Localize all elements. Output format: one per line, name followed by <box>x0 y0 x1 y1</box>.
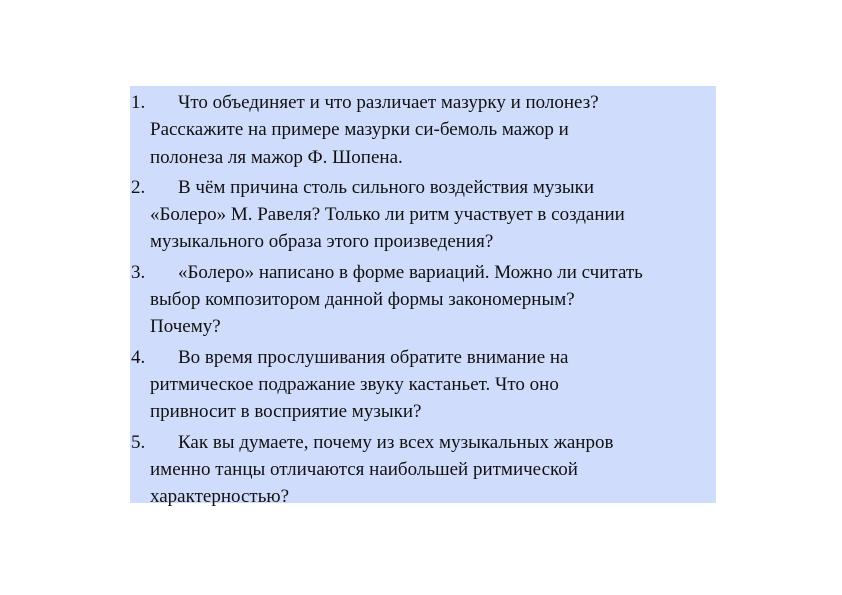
question-item-1 <box>130 89 716 171</box>
question-line: «Болеро» М. Равеля? Только ли ритм участвует в создании <box>150 204 625 226</box>
question-line: Во время прослушивания обратите внимание на <box>178 346 569 368</box>
question-number: 3. <box>131 261 146 283</box>
question-number: 5. <box>131 431 146 453</box>
question-line: полонеза ля мажор Ф. Шопена. <box>150 146 403 168</box>
question-line: характерностью? <box>150 486 290 508</box>
question-line: именно танцы отличаются наибольшей ритмической <box>150 458 578 480</box>
question-item-2 <box>130 174 716 256</box>
question-text <box>150 429 716 511</box>
question-item-5 <box>130 429 716 511</box>
question-list <box>130 89 716 510</box>
question-line: Почему? <box>150 316 221 338</box>
question-text <box>150 344 716 426</box>
question-text <box>150 174 716 256</box>
question-line: музыкального образа этого произведения? <box>150 231 494 253</box>
question-text <box>150 89 716 171</box>
question-line: ритмическое подражание звуку кастаньет. Что оно <box>150 373 559 395</box>
question-line: Что объединяет и что различает мазурку и полонез? <box>178 92 599 113</box>
question-line: В чём причина столь сильного воздействия музыки <box>178 176 595 198</box>
question-text <box>150 259 716 341</box>
question-line: Как вы думаете, почему из всех музыкальных жанров <box>178 431 614 453</box>
question-number: 4. <box>131 346 146 368</box>
question-line: выбор композитором данной формы закономерным? <box>150 289 575 311</box>
question-line: «Болеро» написано в форме вариаций. Можно ли считать <box>178 261 643 283</box>
question-item-4 <box>130 344 716 426</box>
questions-panel <box>130 86 716 508</box>
question-number: 2. <box>131 176 146 198</box>
question-number: 1. <box>131 92 146 113</box>
question-item-3 <box>130 259 716 341</box>
question-line: Расскажите на примере мазурки си-бемоль мажор и <box>150 119 569 141</box>
question-line: привносит в восприятие музыки? <box>150 401 422 423</box>
